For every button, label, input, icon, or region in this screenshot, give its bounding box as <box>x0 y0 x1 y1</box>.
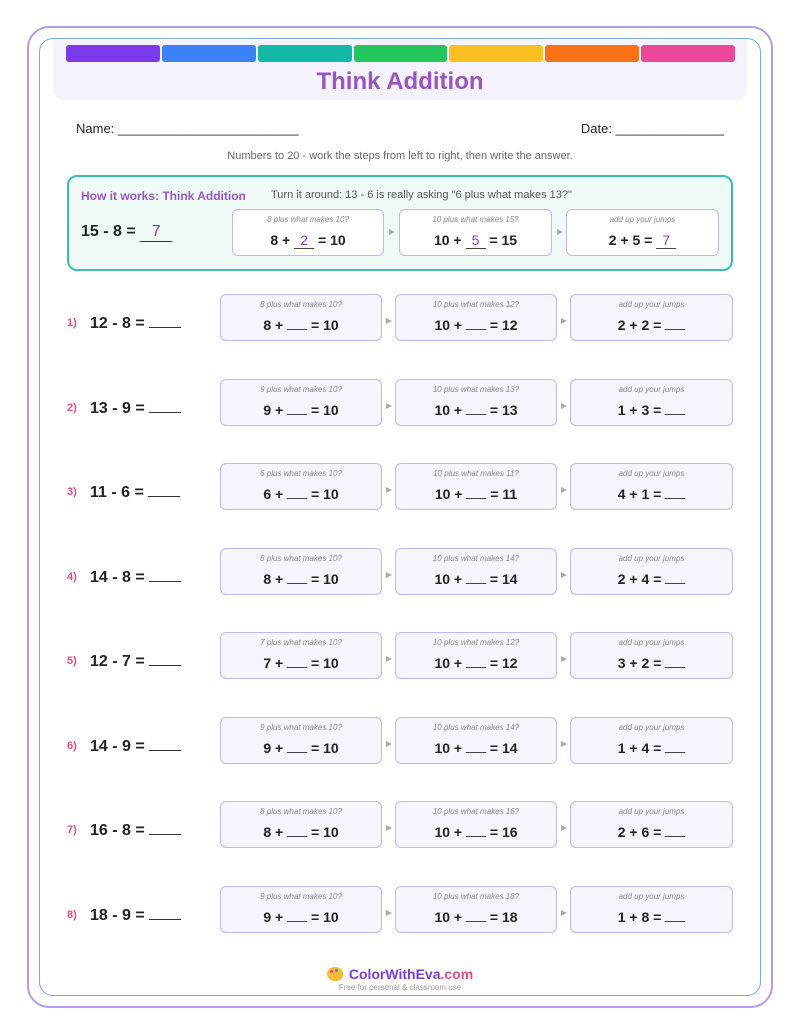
step-right: = 10 <box>311 655 339 671</box>
step-left: 7 + <box>263 655 284 671</box>
answer-blank[interactable] <box>149 652 181 666</box>
step-left: 1 + 8 = <box>617 908 662 925</box>
step-blank[interactable] <box>466 329 486 330</box>
step-equation <box>571 317 732 333</box>
step-blank[interactable] <box>665 329 685 330</box>
step-right: = 12 <box>489 317 518 333</box>
step-left: 10 + <box>433 232 462 248</box>
instructions: Numbers to 20 - work the steps from left to right, then write the answer. <box>227 150 573 162</box>
palette-icon <box>327 967 343 981</box>
brand-tld: .com <box>440 966 474 982</box>
problem-text: 12 - 8 = <box>90 315 145 332</box>
step-blank[interactable] <box>665 836 685 837</box>
step-blank[interactable] <box>466 921 486 922</box>
step-hint: 10 plus what makes 12? <box>432 638 520 647</box>
step-1-box <box>220 463 382 510</box>
step-equation <box>396 571 556 587</box>
page-title: Think Addition <box>316 68 484 95</box>
step-left: 9 + <box>263 908 284 925</box>
problem-text: 14 - 8 = <box>90 568 145 586</box>
step-hint: add up your jumps <box>618 891 685 901</box>
step-right: = 10 <box>318 232 346 248</box>
step-left: 10 + <box>434 486 463 502</box>
step-2-box <box>395 632 557 679</box>
color-bar-segment <box>641 45 735 62</box>
step-blank[interactable] <box>665 921 685 922</box>
problem-equation <box>90 737 181 756</box>
problem-number: 3) <box>67 486 77 498</box>
step-left: 10 + <box>434 655 463 671</box>
footer-tagline: Free for personal & classroom use <box>338 983 462 992</box>
step-left: 8 + <box>270 232 291 248</box>
example-step-2 <box>399 209 552 256</box>
step-1-box <box>220 717 382 764</box>
problem-equation <box>90 906 181 925</box>
step-left: 10 + <box>434 317 463 333</box>
step-blank[interactable] <box>665 583 685 584</box>
step-equation <box>221 909 381 925</box>
color-bar-segment <box>354 45 448 62</box>
step-2-box <box>395 886 557 933</box>
step-equation <box>221 402 381 418</box>
arrow-right-icon <box>386 656 392 662</box>
step-equation <box>571 402 732 418</box>
color-bar-segment <box>258 45 352 62</box>
step-equation <box>571 571 732 587</box>
problem-equation <box>90 821 181 840</box>
answer-blank[interactable] <box>149 906 181 920</box>
step-right: = 14 <box>489 739 518 756</box>
step-3-box <box>570 886 733 933</box>
arrow-right-icon <box>561 910 567 916</box>
step-3-box <box>570 632 733 679</box>
step-left: 10 + <box>434 739 463 756</box>
step-right: = 13 <box>489 401 518 418</box>
step-equation <box>571 824 732 840</box>
step-equation <box>571 909 732 925</box>
step-hint: 10 plus what makes 11? <box>433 469 519 478</box>
arrow-right-icon <box>561 487 567 493</box>
step-1-box <box>220 379 382 426</box>
step-1-box <box>220 632 382 679</box>
step-2-box <box>395 548 557 595</box>
step-blank[interactable] <box>466 414 486 415</box>
step-hint: add up your jumps <box>618 553 685 563</box>
problem-text: 13 - 9 = <box>90 399 145 417</box>
date-field[interactable]: Date: _______________ <box>580 121 724 136</box>
step-right: = 11 <box>490 486 518 502</box>
step-equation <box>571 655 732 671</box>
step-equation <box>396 402 556 418</box>
step-blank[interactable] <box>287 836 307 837</box>
step-left: 9 + <box>263 401 284 418</box>
step-hint: 6 plus what makes 10? <box>260 469 342 478</box>
problem-equation <box>90 568 181 587</box>
step-right: = 10 <box>311 486 339 502</box>
step-hint: 10 plus what makes 18? <box>432 891 520 901</box>
name-field[interactable]: Name: _________________________ <box>76 121 299 136</box>
step-equation <box>396 655 556 671</box>
step-blank[interactable] <box>665 667 685 668</box>
step-equation <box>400 232 551 249</box>
problem-number: 4) <box>67 570 77 583</box>
step-3-box <box>570 463 733 510</box>
step-3-box <box>570 379 733 426</box>
step-left: 10 + <box>434 401 463 418</box>
problem-equation <box>90 314 181 333</box>
step-hint: 10 plus what makes 12? <box>432 300 520 309</box>
answer-blank[interactable] <box>149 568 181 582</box>
color-bar-segment <box>449 45 543 62</box>
step-left: 3 + 2 = <box>617 655 662 671</box>
color-bar-segment <box>545 45 639 62</box>
arrow-right-icon <box>386 741 392 747</box>
step-left: 10 + <box>434 824 463 840</box>
step-left: 2 + 4 = <box>617 570 662 587</box>
answer-blank[interactable] <box>149 399 181 413</box>
step-equation <box>221 317 381 333</box>
step-hint: add up your jumps <box>618 807 685 816</box>
arrow-right-icon <box>561 741 567 747</box>
step-hint: add up your jumps <box>618 300 685 309</box>
problem-number: 2) <box>67 401 77 414</box>
arrow-right-icon <box>561 656 567 662</box>
step-hint: add up your jumps <box>618 638 685 647</box>
problem-text: 14 - 9 = <box>90 737 145 755</box>
step-right: = 10 <box>311 739 339 756</box>
step-equation <box>396 486 556 502</box>
arrow-right-icon <box>386 403 392 409</box>
step-left: 8 + <box>263 824 284 840</box>
step-left: 1 + 3 = <box>617 401 662 418</box>
step-hint: 10 plus what makes 14? <box>432 722 520 732</box>
step-hint: add up your jumps <box>618 384 685 394</box>
arrow-right-icon <box>561 403 567 409</box>
arrow-right-icon <box>386 318 392 324</box>
step-right: = 10 <box>311 824 339 840</box>
step-left: 2 + 5 = <box>608 232 653 248</box>
problem-number: 1) <box>67 317 77 329</box>
step-1-box <box>220 886 382 933</box>
step-blank[interactable] <box>466 498 486 499</box>
example-problem <box>81 223 172 242</box>
step-left: 9 + <box>263 739 284 756</box>
step-right: = 10 <box>311 401 339 418</box>
arrow-right-icon <box>386 825 392 831</box>
step-blank[interactable] <box>466 836 486 837</box>
step-3-box <box>570 717 733 764</box>
step-left: 2 + 6 = <box>617 824 662 840</box>
step-1-box <box>220 801 382 848</box>
step-left: 2 + 2 = <box>617 317 662 333</box>
step-hint: 10 plus what makes 13? <box>432 384 520 394</box>
step-equation <box>221 740 381 756</box>
step-blank[interactable] <box>466 667 486 668</box>
example-step-3 <box>566 209 719 256</box>
brand-name: ColorWithEva <box>348 966 441 982</box>
step-2-box <box>395 379 557 426</box>
step-equation <box>396 317 556 333</box>
step-blank[interactable] <box>287 583 307 584</box>
answer-blank[interactable] <box>148 483 180 497</box>
step-2-box <box>395 717 557 764</box>
step-left: 6 + <box>263 486 284 502</box>
step-blank[interactable] <box>287 752 307 753</box>
arrow-right-icon <box>386 572 392 578</box>
arrow-right-icon <box>386 487 392 493</box>
step-equation <box>221 824 381 840</box>
arrow-right-icon <box>386 910 392 916</box>
step-hint: add up your jumps <box>609 215 676 224</box>
step-blank[interactable] <box>665 414 685 415</box>
answer-blank[interactable] <box>149 821 181 835</box>
step-3-box <box>570 801 733 848</box>
problem-text: 16 - 8 = <box>90 822 145 839</box>
step-2-box <box>395 801 557 848</box>
step-blank[interactable] <box>466 752 486 753</box>
step-blank[interactable] <box>287 667 307 668</box>
step-right: = 18 <box>489 908 518 925</box>
step-hint: 9 plus what makes 10? <box>260 722 342 732</box>
step-fill: 7 <box>656 232 676 249</box>
answer-blank[interactable] <box>149 737 181 751</box>
step-left: 1 + 4 = <box>617 739 662 756</box>
footer-logo[interactable] <box>0 966 800 982</box>
problem-number: 5) <box>67 655 77 667</box>
step-right: = 14 <box>489 570 518 587</box>
step-hint: 7 plus what makes 10? <box>260 638 342 647</box>
arrow-right-icon <box>557 229 563 235</box>
step-hint: 9 plus what makes 10? <box>260 384 342 394</box>
step-hint: 10 plus what makes 16? <box>432 807 520 816</box>
step-hint: 8 plus what makes 10? <box>260 553 342 563</box>
problem-number: 8) <box>67 908 77 921</box>
step-2-box <box>395 463 557 510</box>
step-fill: 5 <box>466 232 486 249</box>
step-equation <box>571 486 732 502</box>
step-equation <box>396 824 556 840</box>
step-hint: 10 plus what makes 15? <box>432 215 519 224</box>
example-step-1 <box>232 209 384 256</box>
step-left: 10 + <box>434 570 463 587</box>
step-1-box <box>220 548 382 595</box>
step-equation <box>221 486 381 502</box>
step-right: = 12 <box>489 655 518 671</box>
step-right: = 10 <box>311 570 339 587</box>
answer-blank[interactable] <box>149 314 181 328</box>
step-equation <box>396 740 556 756</box>
step-1-box <box>220 294 382 341</box>
step-left: 8 + <box>263 317 284 333</box>
problem-equation <box>90 652 181 671</box>
step-2-box <box>395 294 557 341</box>
problem-number: 7) <box>67 824 77 836</box>
example-tip: Turn it around: 13 - 6 is really asking "6 plus what makes 13?" <box>271 189 572 201</box>
step-blank[interactable] <box>665 498 685 499</box>
step-right: = 15 <box>489 232 518 248</box>
step-hint: add up your jumps <box>618 722 685 732</box>
step-blank[interactable] <box>287 921 307 922</box>
step-hint: 10 plus what makes 14? <box>432 553 520 563</box>
example-equation: 15 - 8 = <box>81 223 136 240</box>
step-blank[interactable] <box>466 583 486 584</box>
problem-text: 11 - 6 = <box>90 484 144 501</box>
arrow-right-icon <box>561 825 567 831</box>
example-heading: How it works: Think Addition <box>81 189 246 203</box>
step-blank[interactable] <box>287 498 307 499</box>
step-left: 8 + <box>263 570 284 587</box>
step-right: = 16 <box>489 824 518 840</box>
step-3-box <box>570 294 733 341</box>
footer <box>0 966 800 992</box>
arrow-right-icon <box>389 229 395 235</box>
example-answer: 7 <box>140 223 172 242</box>
step-equation <box>567 232 718 249</box>
step-hint: 8 plus what makes 10? <box>260 300 342 309</box>
step-hint: 8 plus what makes 10? <box>267 215 349 224</box>
problem-number: 6) <box>67 739 77 752</box>
color-bar-segment <box>162 45 256 62</box>
step-left: 10 + <box>434 908 463 925</box>
problem-text: 12 - 7 = <box>90 653 145 670</box>
arrow-right-icon <box>561 318 567 324</box>
step-blank[interactable] <box>287 414 307 415</box>
step-right: = 10 <box>311 317 339 333</box>
step-blank[interactable] <box>665 752 685 753</box>
problem-equation <box>90 483 180 502</box>
step-3-box <box>570 548 733 595</box>
arrow-right-icon <box>561 572 567 578</box>
step-equation <box>571 740 732 756</box>
step-hint: add up your jumps <box>618 469 685 478</box>
step-equation <box>233 232 383 249</box>
step-left: 4 + 1 = <box>617 486 662 502</box>
problem-equation <box>90 399 181 418</box>
color-bar-segment <box>66 45 160 62</box>
step-blank[interactable] <box>287 329 307 330</box>
step-right: = 10 <box>311 908 339 925</box>
step-equation <box>221 571 381 587</box>
problem-text: 18 - 9 = <box>90 906 145 924</box>
step-equation <box>396 909 556 925</box>
step-hint: 8 plus what makes 10? <box>260 807 342 816</box>
step-fill: 2 <box>294 232 314 249</box>
step-equation <box>221 655 381 671</box>
step-hint: 9 plus what makes 10? <box>260 891 342 901</box>
